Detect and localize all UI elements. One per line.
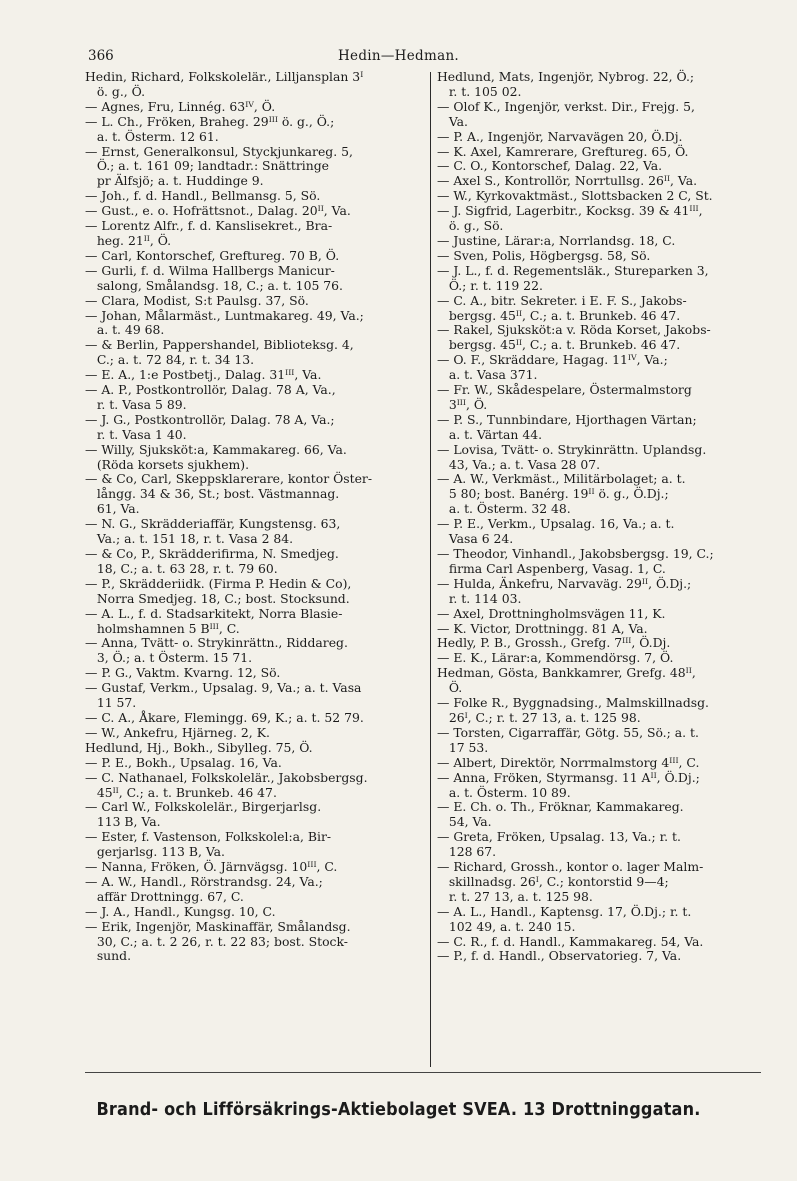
directory-entry-line: Va. — [437, 113, 468, 129]
directory-entry-line: 17 53. — [437, 739, 489, 755]
directory-entry-line: 30, C.; a. t. 2 26, r. t. 22 83; bost. Stock- — [85, 933, 348, 949]
directory-entry-line: affär Drottningg. 67, C. — [85, 888, 244, 904]
directory-entry-line: — P., f. d. Handl., Observatorieg. 7, Va. — [437, 948, 682, 964]
directory-entry-line: 113 B, Va. — [85, 814, 161, 830]
directory-entry-line: — C. Nathanael, Folkskolelär., Jakobsbergsg. — [85, 769, 368, 785]
directory-entry-line: — A. L., Handl., Kaptensg. 17, Ö.Dj.; r. t. — [437, 903, 692, 919]
footer-rule — [85, 1072, 761, 1073]
directory-entry-line: 11 57. — [85, 695, 137, 711]
right-column — [437, 70, 791, 964]
directory-entry-line: — W., Kyrkovaktmäst., Slottsbacken 2 C, St. — [437, 188, 713, 204]
directory-entry-line: 3ᴵᴵᴵ, Ö. — [437, 396, 488, 412]
directory-entry-line: — P. S., Tunnbindare, Hjorthagen Värtan; — [437, 411, 697, 427]
directory-entry-line: Norra Smedjeg. 18, C.; bost. Stocksund. — [85, 590, 350, 606]
directory-entry-line: — Rakel, Sjuksköt:a v. Röda Korset, Jakobs- — [437, 322, 711, 338]
directory-entry-line: — Hulda, Änkefru, Narvaväg. 29ᴵᴵ, Ö.Dj.; — [437, 575, 692, 591]
directory-entry-line: — W., Ankefru, Hjärneg. 2, K. — [85, 724, 270, 740]
directory-entry-line: 26ᴵ, C.; r. t. 27 13, a. t. 125 98. — [437, 709, 641, 725]
directory-entry-line: — P. E., Bokh., Upsalag. 16, Va. — [85, 754, 282, 770]
directory-entry-line: — Agnes, Fru, Linnég. 63ᴵⱽ, Ö. — [85, 98, 276, 114]
directory-entry-line: — Anna, Fröken, Styrmansg. 11 Aᴵᴵ, Ö.Dj.; — [437, 769, 700, 785]
directory-entry-line: — Ernst, Generalkonsul, Styckjunkareg. 5, — [85, 143, 353, 159]
directory-entry-line: — P. E., Verkm., Upsalag. 16, Va.; a. t. — [437, 516, 675, 532]
directory-entry-line: 61, Va. — [85, 501, 140, 517]
directory-entry-line: — J. L., f. d. Regementsläk., Stureparken 3, — [437, 262, 709, 278]
directory-entry-line: — Sven, Polis, Högbergsg. 58, Sö. — [437, 247, 651, 263]
directory-entry-line: — Olof K., Ingenjör, verkst. Dir., Frejg. 5, — [437, 98, 695, 114]
directory-entry-line: — Albert, Direktör, Norrmalmstorg 4ᴵᴵᴵ, C. — [437, 754, 700, 770]
directory-entry-line: — A. L., f. d. Stadsarkitekt, Norra Blasie- — [85, 605, 343, 621]
directory-entry-line: — J. Sigfrid, Lagerbitr., Kocksg. 39 & 41ᴵᴵᴵ, — [437, 203, 703, 219]
directory-entry-line: 54, Va. — [437, 814, 492, 830]
directory-entry-line: Ö.; a. t. 161 09; landtadr.: Snättringe — [85, 158, 330, 174]
directory-entry-line: a. t. 49 68. — [85, 322, 165, 338]
directory-entry-line: Ö.; r. t. 119 22. — [437, 277, 543, 293]
directory-entry-line: skillnadsg. 26ᴵ, C.; kontorstid 9—4; — [437, 873, 669, 889]
directory-entry-line: a. t. Värtan 44. — [437, 426, 543, 442]
directory-entry-line: holmshamnen 5 Bᴵᴵᴵ, C. — [85, 620, 240, 636]
directory-entry-line: — Axel, Drottningholmsvägen 11, K. — [437, 605, 666, 621]
directory-entry-line: — Carl W., Folkskolelär., Birgerjarlsg. — [85, 799, 322, 815]
directory-entry-line: — N. G., Skrädderiaffär, Kungstensg. 63, — [85, 516, 341, 532]
directory-entry-line: — K. Axel, Kamrerare, Greftureg. 65, Ö. — [437, 143, 689, 159]
directory-entry-line: — Axel S., Kontrollör, Norrtullsg. 26ᴵᴵ, Va. — [437, 173, 698, 189]
directory-entry-line: — Ester, f. Vastenson, Folkskolel:a, Bir- — [85, 829, 332, 845]
directory-entry-line: sund. — [85, 948, 132, 964]
directory-entry-line: Ö. — [437, 680, 463, 696]
directory-entry-line: heg. 21ᴵᴵ, Ö. — [85, 232, 172, 248]
directory-entry-line: — Justine, Lärar:a, Norrlandsg. 18, C. — [437, 232, 676, 248]
directory-entry-line: — P. G., Vaktm. Kvarng. 12, Sö. — [85, 665, 281, 681]
directory-entry-line: — Richard, Grossh., kontor o. lager Malm- — [437, 859, 704, 875]
directory-entry-line: bergsg. 45ᴵᴵ, C.; a. t. Brunkeb. 46 47. — [437, 307, 681, 323]
directory-entry-line: — Fr. W., Skådespelare, Östermalmstorg — [437, 382, 692, 398]
directory-entry-line: — A. W., Handl., Rörstrandsg. 24, Va.; — [85, 873, 323, 889]
directory-entry-line: — & Co, P., Skrädderifirma, N. Smedjeg. — [85, 546, 339, 561]
directory-entry-line: — Lorentz Alfr., f. d. Kanslisekret., Bra- — [85, 218, 333, 234]
directory-entry-line: 43, Va.; a. t. Vasa 28 07. — [437, 456, 601, 472]
directory-entry-line: — E. A., 1:e Postbetj., Dalag. 31ᴵᴵᴵ, Va. — [85, 367, 322, 383]
page-number: 366 — [88, 48, 114, 64]
directory-entry-line: a. t. Österm. 32 48. — [437, 501, 571, 517]
directory-entry-line: — J. A., Handl., Kungsg. 10, C. — [85, 903, 276, 919]
directory-entry-line: Vasa 6 24. — [437, 531, 514, 547]
directory-entry-line: Hedly, P. B., Grossh., Grefg. 7ᴵᴵᴵ, Ö.Dj. — [437, 635, 671, 651]
directory-entry-line: — Lovisa, Tvätt- o. Strykinrättn. Uplandsg. — [437, 441, 707, 457]
running-head: Hedin—Hedman. — [337, 48, 460, 64]
directory-entry-line: — A. P., Postkontrollör, Dalag. 78 A, Va., — [85, 382, 336, 398]
directory-entry-line: — A. W., Verkmäst., Militärbolaget; a. t. — [437, 471, 686, 487]
directory-entry-line: 45ᴵᴵ, C.; a. t. Brunkeb. 46 47. — [85, 784, 277, 800]
directory-entry-line: — Gurli, f. d. Wilma Hallbergs Manicur- — [85, 262, 335, 278]
directory-entry-line: firma Carl Aspenberg, Vasag. 1, C. — [437, 560, 666, 576]
directory-entry-line: — & Berlin, Pappershandel, Biblioteksg. 4, — [85, 337, 354, 353]
directory-entry-line: r. t. 114 03. — [437, 590, 522, 606]
directory-entry-line: — C. R., f. d. Handl., Kammakareg. 54, Va. — [437, 933, 704, 949]
column-divider — [430, 72, 431, 1067]
directory-entry-line: gerjarlsg. 113 B, Va. — [85, 844, 225, 860]
directory-entry-line: a. t. Österm. 10 89. — [437, 784, 571, 800]
directory-entry-line: a. t. Österm. 12 61. — [85, 128, 219, 144]
directory-entry-line: 128 67. — [437, 844, 497, 860]
directory-entry-line: C.; a. t. 72 84, r. t. 34 13. — [85, 352, 255, 368]
directory-entry-line: — Nanna, Fröken, Ö. Järnvägsg. 10ᴵᴵᴵ, C. — [85, 859, 338, 875]
directory-entry-line: Hedlund, Mats, Ingenjör, Nybrog. 22, Ö.; — [437, 69, 695, 84]
directory-entry-line: Hedman, Gösta, Bankkamrer, Grefg. 48ᴵᴵ, — [437, 665, 696, 681]
directory-entry-line: — Gustaf, Verkm., Upsalag. 9, Va.; a. t. Vasa — [85, 680, 362, 696]
directory-entry-line: — Theodor, Vinhandl., Jakobsbergsg. 19, C.; — [437, 546, 714, 561]
directory-entry-line: — & Co, Carl, Skeppsklarerare, kontor Öster- — [85, 471, 373, 487]
directory-entry-line: — C. A., Åkare, Flemingg. 69, K.; a. t. 52 79. — [85, 709, 364, 725]
directory-entry-line: — Folke R., Byggnadsing., Malmskillnadsg. — [437, 695, 709, 711]
directory-entry-line: — Gust., e. o. Hofrättsnot., Dalag. 20ᴵᴵ, Va. — [85, 203, 351, 219]
directory-entry-line: — J. G., Postkontrollör, Dalag. 78 A, Va.; — [85, 411, 335, 427]
directory-entry-line: — Torsten, Cigarraffär, Götg. 55, Sö.; a. t. — [437, 724, 699, 740]
directory-entry-line: långg. 34 & 36, St.; bost. Västmannag. — [85, 486, 340, 502]
directory-entry-line: r. t. Vasa 5 89. — [85, 396, 187, 412]
directory-entry-line: — Greta, Fröken, Upsalag. 13, Va.; r. t. — [437, 829, 681, 845]
directory-entry-line: — Anna, Tvätt- o. Strykinrättn., Riddareg. — [85, 635, 348, 651]
directory-entry-line: 102 49, a. t. 240 15. — [437, 918, 576, 934]
directory-entry-line: r. t. 105 02. — [437, 83, 522, 99]
directory-entry-line: Hedlund, Hj., Bokh., Sibylleg. 75, Ö. — [85, 739, 313, 755]
directory-entry-line: — E. Ch. o. Th., Fröknar, Kammakareg. — [437, 799, 684, 815]
directory-entry-line: — Willy, Sjuksköt:a, Kammakareg. 66, Va. — [85, 441, 347, 457]
directory-entry-line: — C. A., bitr. Sekreter. i E. F. S., Jakobs- — [437, 292, 687, 308]
directory-entry-line: — Johan, Målarmäst., Luntmakareg. 49, Va.; — [85, 307, 364, 323]
directory-entry-line: — Joh., f. d. Handl., Bellmansg. 5, Sö. — [85, 188, 321, 204]
directory-entry-line: — O. F., Skräddare, Hagag. 11ᴵⱽ, Va.; — [437, 352, 668, 368]
directory-entry-line: pr Älfsjö; a. t. Huddinge 9. — [85, 173, 264, 189]
directory-entry-line: Va.; a. t. 151 18, r. t. Vasa 2 84. — [85, 531, 294, 547]
directory-entry-line: r. t. Vasa 1 40. — [85, 426, 187, 442]
directory-entry-line: — P. A., Ingenjör, Narvavägen 20, Ö.Dj. — [437, 128, 683, 144]
directory-entry-line: — L. Ch., Fröken, Braheg. 29ᴵᴵᴵ ö. g., Ö.; — [85, 113, 335, 129]
left-column — [85, 70, 439, 964]
directory-entry-line: — Clara, Modist, S:t Paulsg. 37, Sö. — [85, 292, 309, 308]
directory-entry-line: ö. g., Sö. — [437, 218, 504, 234]
directory-entry-line: salong, Smålandsg. 18, C.; a. t. 105 76. — [85, 277, 343, 293]
directory-entry-line: — C. O., Kontorschef, Dalag. 22, Va. — [437, 158, 663, 174]
directory-entry-line: (Röda korsets sjukhem). — [85, 456, 250, 472]
directory-entry-line: 3, Ö.; a. t Österm. 15 71. — [85, 650, 253, 666]
directory-entry-line: — Erik, Ingenjör, Maskinaffär, Smålandsg. — [85, 918, 351, 934]
directory-entry-line: bergsg. 45ᴵᴵ, C.; a. t. Brunkeb. 46 47. — [437, 337, 681, 353]
footer-advertisement: Brand- och Lifförsäkrings-Aktiebolaget SVEA. 13 Drottninggatan. — [96, 1100, 701, 1120]
directory-entry-line: ö. g., Ö. — [85, 83, 146, 99]
directory-entry-line: 5 80; bost. Banérg. 19ᴵᴵ ö. g., Ö.Dj.; — [437, 486, 669, 502]
directory-entry-line: — Carl, Kontorschef, Greftureg. 70 B, Ö. — [85, 247, 340, 263]
directory-entry-line: a. t. Vasa 371. — [437, 367, 538, 383]
directory-entry-line: r. t. 27 13, a. t. 125 98. — [437, 888, 593, 904]
directory-entry-line: Hedin, Richard, Folkskolelär., Lilljansplan 3ᴵ — [85, 69, 364, 84]
directory-entry-line: — P., Skrädderiidk. (Firma P. Hedin & Co), — [85, 575, 352, 591]
directory-entry-line: — K. Victor, Drottningg. 81 A, Va. — [437, 620, 648, 636]
directory-entry-line: 18, C.; a. t. 63 28, r. t. 79 60. — [85, 560, 278, 576]
directory-entry-line: — E. K., Lärar:a, Kommendörsg. 7, Ö. — [437, 650, 674, 666]
